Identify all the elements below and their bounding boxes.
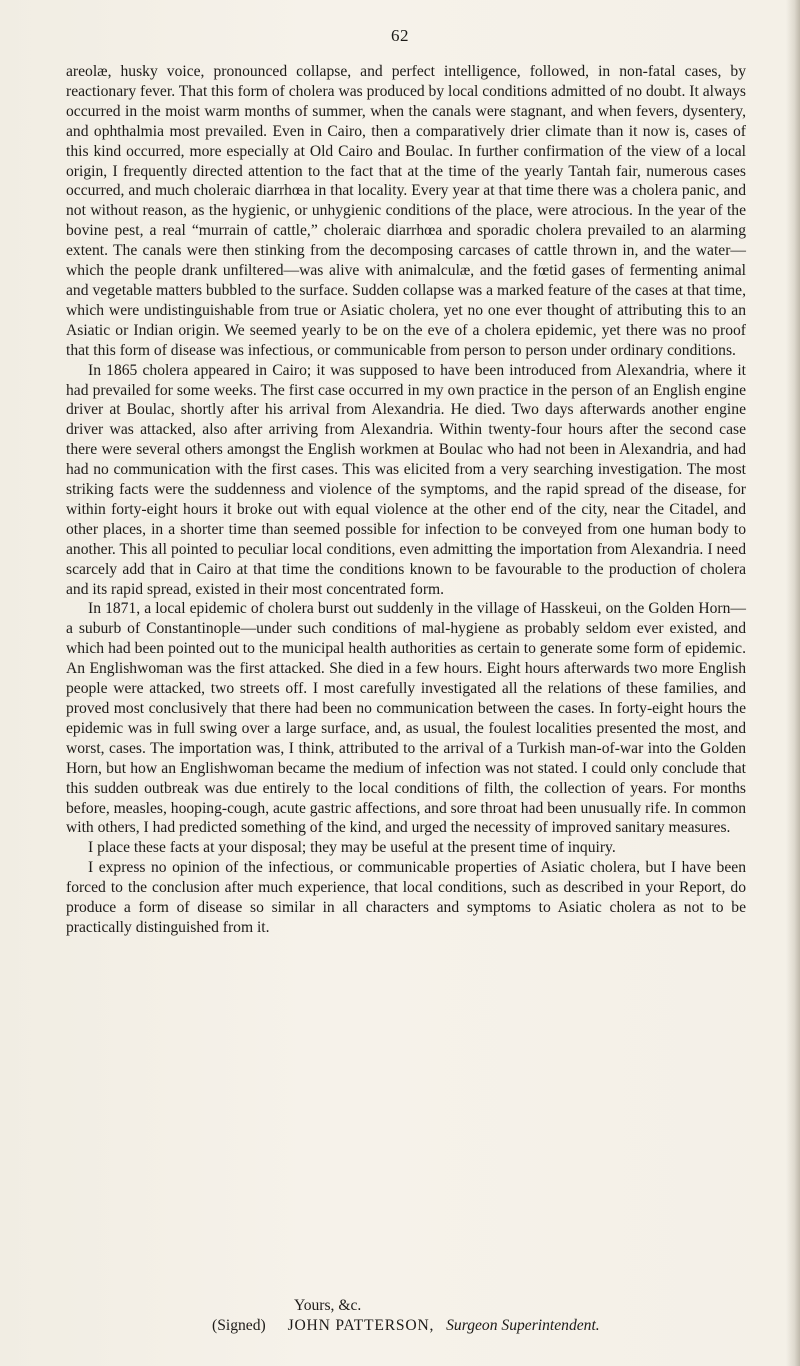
closing-salutation: Yours, &c. xyxy=(294,1297,362,1314)
paragraph-conclusion: I express no opinion of the infectious, or communicable properties of Asiatic cholera, but I have been forced to the conclusion after much experience, that local conditions, such as described in your Report, do produce a form of disease so similar in all characters and symptoms to Asiatic cholera as not to be practically distinguished from it. xyxy=(66,859,746,936)
signature-line xyxy=(66,1316,746,1336)
paragraph-1871-epidemic: In 1871, a local epidemic of cholera burst out suddenly in the village of Hasskeui, on the Golden Horn—a suburb of Constantinople—under such conditions of mal-hygiene as probably seldom ever existed, and which had been pointed out to the municipal health authorities as certain to generate some form of epidemic. An Englishwoman was the first attacked. She died in a few hours. Eight hours afterwards two more English people were attacked, two streets off. I most carefully investigated all the relations of these families, and proved most conclusively that there had been no communication between the cases. In forty-eight hours the epidemic was in full swing over a large surface, and, as usual, the foulest localities presented the most, and worst, cases. The importation was, I think, attributed to the arrival of a Turkish man-of-war into the Golden Horn, but how an Englishwoman became the medium of infection was not stated. I could only conclude that this sudden outbreak was due entirely to the local conditions of filth, the collection of years. For months before, measles, hooping-cough, acute gastric affections, and sore throat had been unusually rife. In common with others, I had predicted something of the kind, and urged the necessity of improved sanitary measures. xyxy=(66,600,746,837)
letter-signoff xyxy=(66,1296,746,1336)
page-edge-shadow xyxy=(786,0,800,1366)
paragraph-1865-cholera: In 1865 cholera appeared in Cairo; it was supposed to have been introduced from Alexandria, where it had prevailed for some weeks. The first case occurred in my own practice in the person of an English engine driver at Boulac, shortly after his arrival from Alexandria. He died. Two days afterwards another engine driver was attacked, also after arriving from Alexandria. Within twenty-four hours after the second case there were several others amongst the English workmen at Boulac who had not been in Alexandria, and had had no communication with the first cases. This was elicited from a very searching investigation. The most striking facts were the suddenness and violence of the symptoms, and the rapid spread of the disease, for within forty-eight hours it broke out with equal violence at the other end of the city, near the Citadel, and other places, in a shorter time than seemed possible for infection to be conveyed from one human body to another. This all pointed to peculiar local conditions, even admitting the importation from Alexandria. I need scarcely add that in Cairo at that time the conditions known to be favourable to the production of cholera and its rapid spread, existed in their most concentrated form. xyxy=(66,361,746,598)
signatory-title: Surgeon Superintendent. xyxy=(446,1317,600,1334)
paragraph-continued: areolæ, husky voice, pronounced collapse, and perfect intelligence, followed, in non-fatal cases, by reactionary fever. That this form of cholera was produced by local conditions admitted of no doubt. It always occurred in the moist warm months of summer, when the canals were stagnant, and when fevers, dysentery, and ophthalmia most prevailed. Even in Cairo, then a comparatively drier climate than it now is, cases of this kind occurred, more especially at Old Cairo and Boulac. In further confirmation of the view of a local origin, I frequently directed attention to the fact that at the time of the yearly Tantah fair, numerous cases occurred, and much choleraic diarrhœa in that locality. Every year at that time there was a cholera panic, and not without reason, as the hygienic, or unhygienic conditions of the place, were atrocious. In the year of the bovine pest, a real “murrain of cattle,” choleraic diarrhœa and sporadic cholera prevailed to an alarming extent. The canals were then stinking from the decomposing carcases of cattle thrown in, and the water—which the people drank unfiltered—was alive with animalculæ, and the fœtid gases of fermenting animal and vegetable matters bubbled to the surface. Sudden collapse was a marked feature of the cases at that time, which were undistinguishable from true or Asiatic cholera, yet no one ever thought of attributing this to an Asiatic or Indian origin. We seemed yearly to be on the eve of a cholera epidemic, yet there was no proof that this form of disease was infectious, or communicable from person to person under ordinary conditions. xyxy=(66,63,747,359)
body-text xyxy=(66,62,746,938)
signed-prefix: (Signed) xyxy=(212,1317,266,1334)
paragraph-facts-disposal: I place these facts at your disposal; they may be useful at the present time of inquiry. xyxy=(88,839,616,857)
signatory-name: JOHN PATTERSON, xyxy=(287,1317,435,1334)
page-number: 62 xyxy=(391,26,409,45)
